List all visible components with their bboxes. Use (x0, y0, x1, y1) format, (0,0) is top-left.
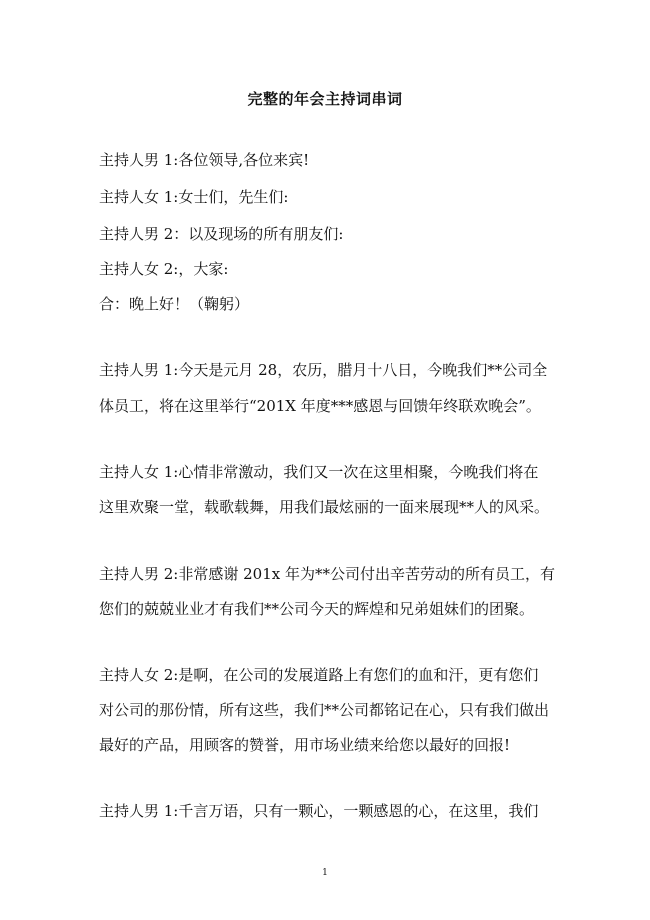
text-line: 主持人男 1:千言万语，只有一颗心，一颗感恩的心，在这里，我们 (99, 802, 539, 820)
text-line: 主持人女 1:女士们，先生们: (99, 188, 289, 206)
text-line: 您们的兢兢业业才有我们**公司今天的辉煌和兄弟姐妹们的团聚。 (99, 600, 535, 618)
text-line: 主持人女 2:是啊，在公司的发展道路上有您们的血和汗，更有您们 (99, 666, 539, 684)
text-line: 主持人男 2:非常感谢 201x 年为**公司付出辛苦劳动的所有员工，有 (99, 565, 555, 583)
text-line: 主持人男 2：以及现场的所有朋友们: (99, 225, 344, 243)
text-line: 主持人男 1:各位领导,各位来宾! (99, 151, 310, 169)
page-number: 1 (322, 868, 328, 878)
text-line: 这里欢聚一堂，载歌载舞，用我们最炫丽的一面来展现**人的风采。 (99, 498, 550, 516)
page-title: 完整的年会主持词串词 (247, 90, 403, 108)
text-line: 主持人女 2:，大家: (99, 260, 229, 278)
text-line: 主持人女 1:心情非常激动，我们又一次在这里相聚，今晚我们将在 (99, 463, 539, 481)
text-line: 主持人男 1:今天是元月 28，农历，腊月十八日，今晚我们**公司全 (99, 361, 548, 379)
text-line: 对公司的那份情，所有这些，我们**公司都铭记在心，只有我们做出 (99, 701, 550, 719)
text-line: 合：晚上好！（鞠躬） (99, 295, 250, 313)
text-line: 体员工，将在这里举行“201X 年度***感恩与回馈年终联欢晚会”。 (99, 397, 541, 415)
text-line: 最好的产品，用顾客的赞誉，用市场业绩来给您以最好的回报! (99, 736, 511, 754)
